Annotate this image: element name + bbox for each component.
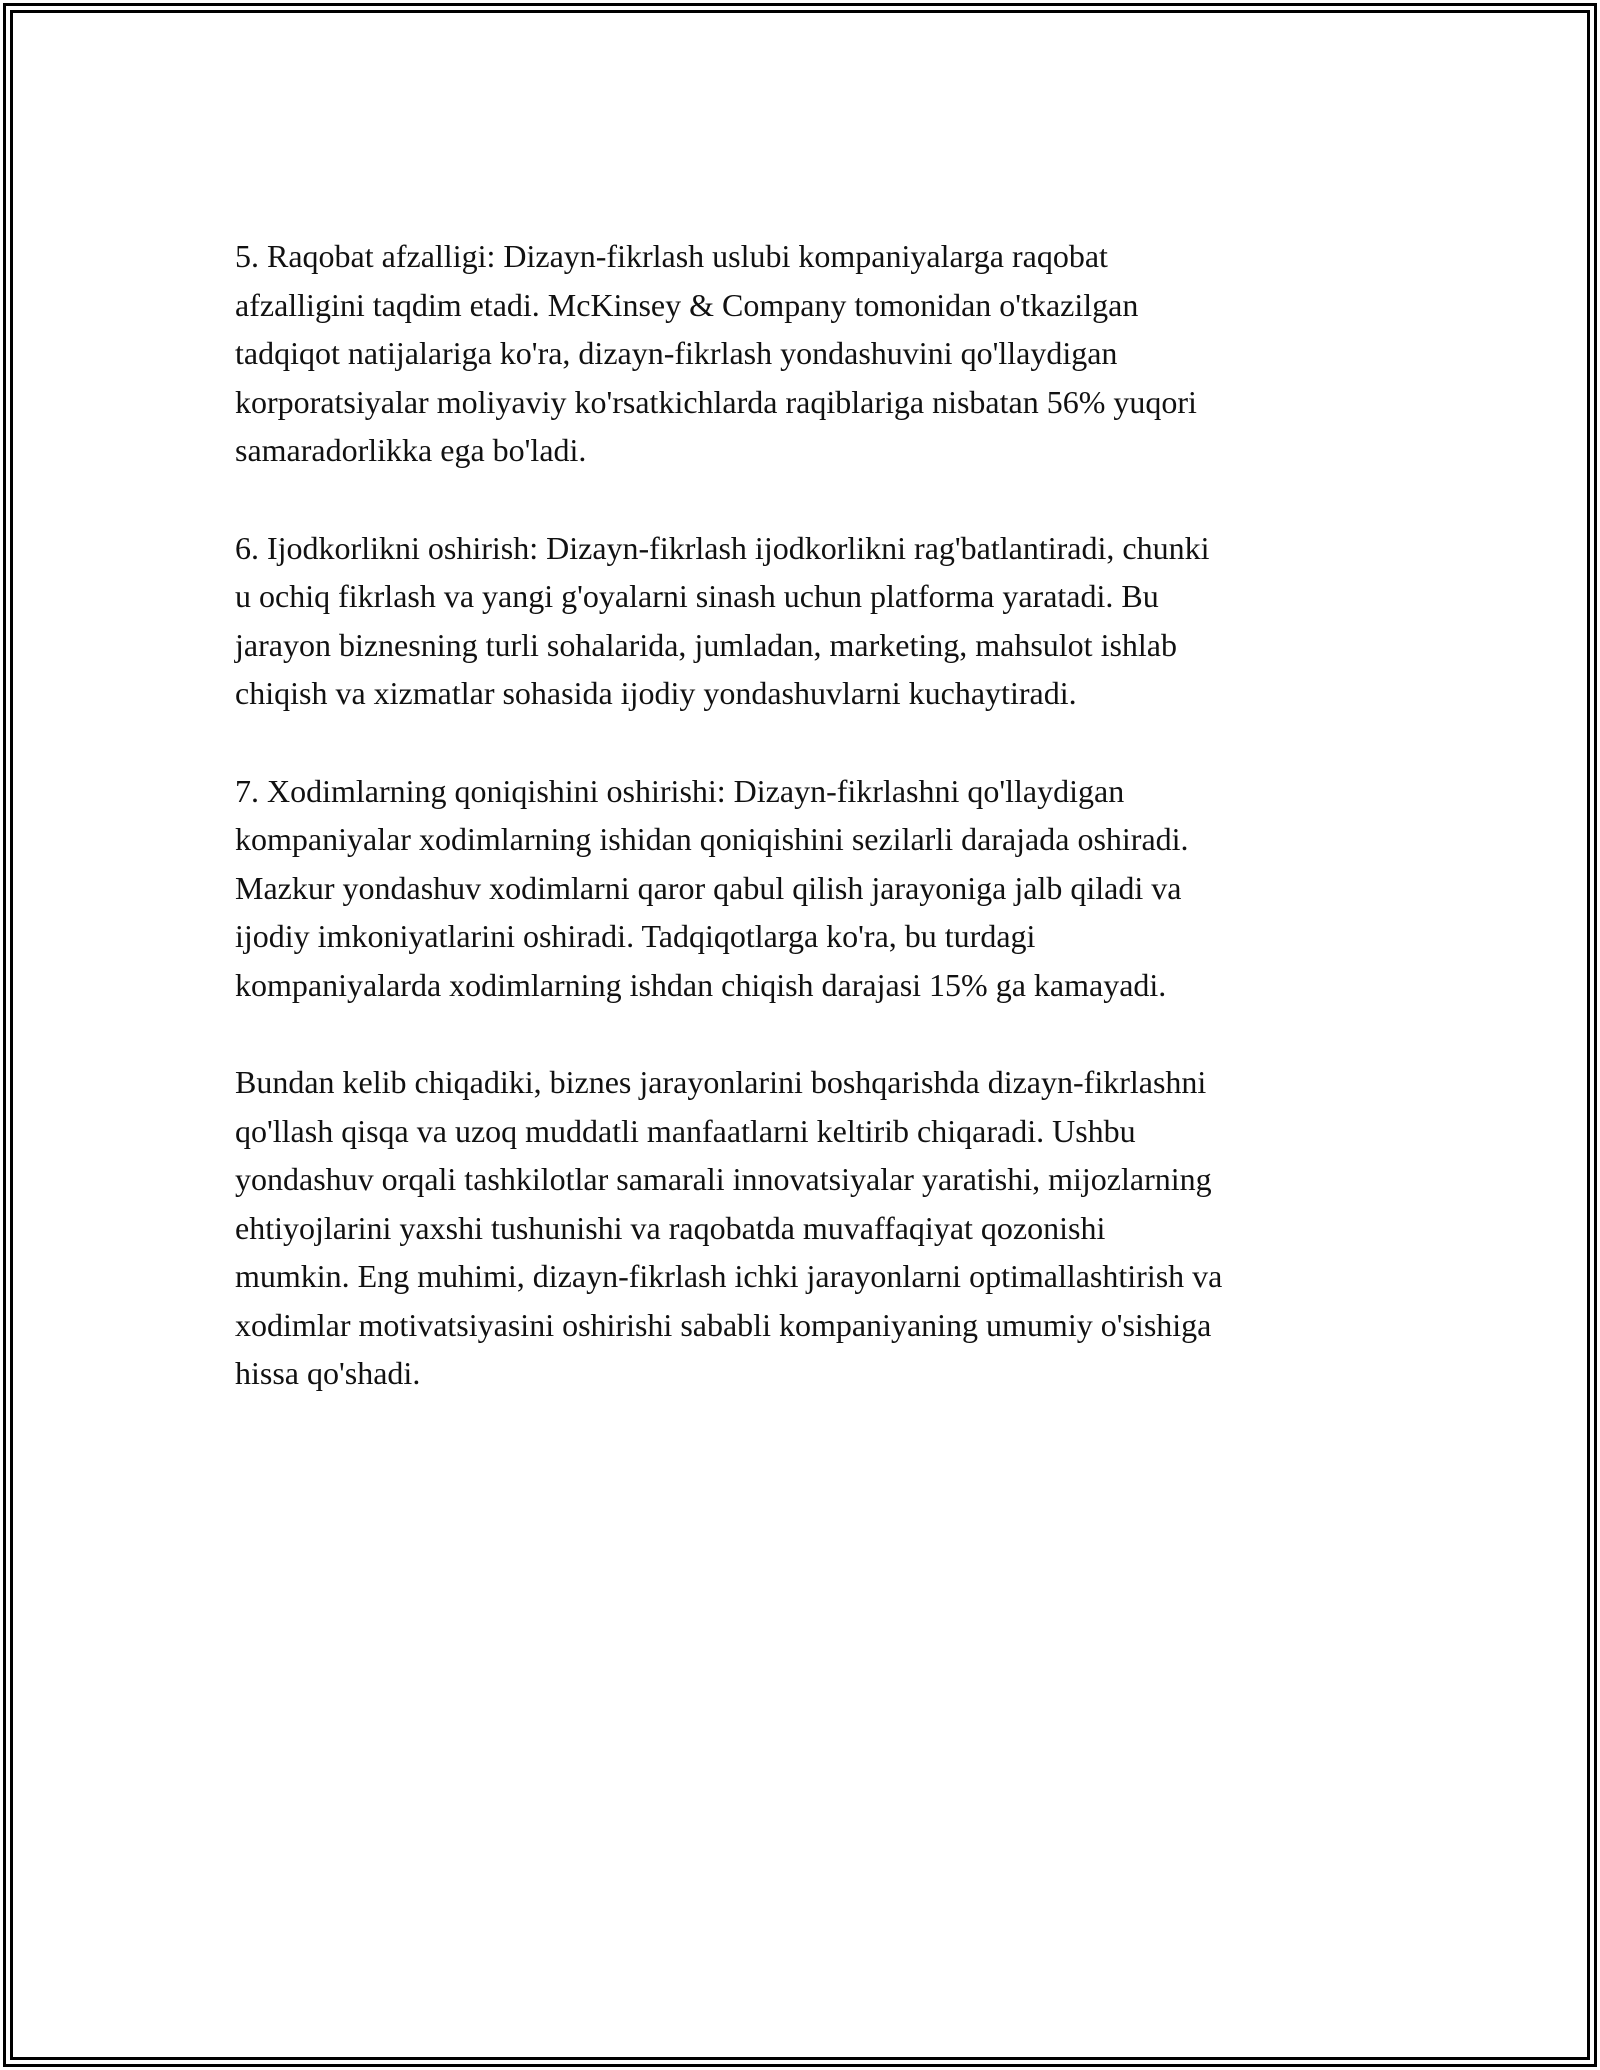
paragraph-creativity: 6. Ijodkorlikni oshirish: Dizayn-fikrlash ijodkorlikni rag'batlantiradi, chunki u ochiq fikrlash va yangi g'oyalarni sinash uchun platforma yaratadi. Bu jarayon biznesning turli sohalarida, jumladan, marketing, mahsulot ishlab chiqish va xizmatlar sohasida ijodiy yondashuvlarni kuchaytiradi. xyxy=(235,529,1210,711)
paragraph-conclusion: Bundan kelib chiqadiki, biznes jarayonlarini boshqarishda dizayn-fikrlashni qo'llash qisqa va uzoq muddatli manfaatlarni keltirib chiqaradi. Ushbu yondashuv orqali tashkilotlar samarali innovatsiyalar yaratishi, mijozlarning ehtiyojlarini yaxshi tushunishi va raqobatda muvaffaqiyat qozonishi mumkin. Eng muhimi, dizayn-fikrlash ichki jarayonlarni optimallashtirish va xodimlar motivatsiyasini oshirishi sababli kompaniyaning umumiy o'sishiga hissa qo'shadi. xyxy=(235,1064,1223,1391)
paragraph-competitive-advantage: 5. Raqobat afzalligi: Dizayn-fikrlash uslubi kompaniyalarga raqobat afzalligini taqdim etadi. McKinsey & Company tomonidan o'tkazilgan tadqiqot natijalariga ko'ra, dizayn-fikrlash yondashuvini qo'llaydigan korporatsiyalar moliyaviy ko'rsatkichlarda raqiblariga nisbatan 56% yuqori samaradorlikka ega bo'ladi. xyxy=(235,238,1197,468)
document-body xyxy=(235,232,1395,1447)
paragraph-employee-satisfaction: 7. Xodimlarning qoniqishini oshirishi: Dizayn-fikrlashni qo'llaydigan kompaniyalar xodimlarning ishidan qoniqishini sezilarli darajada oshiradi. Mazkur yondashuv xodimlarni qaror qabul qilish jarayoniga jalb qiladi va ijodiy imkoniyatlarini oshiradi. Tadqiqotlarga ko'ra, bu turdagi kompaniyalarda xodimlarning ishdan chiqish darajasi 15% ga kamayadi. xyxy=(235,772,1189,1003)
